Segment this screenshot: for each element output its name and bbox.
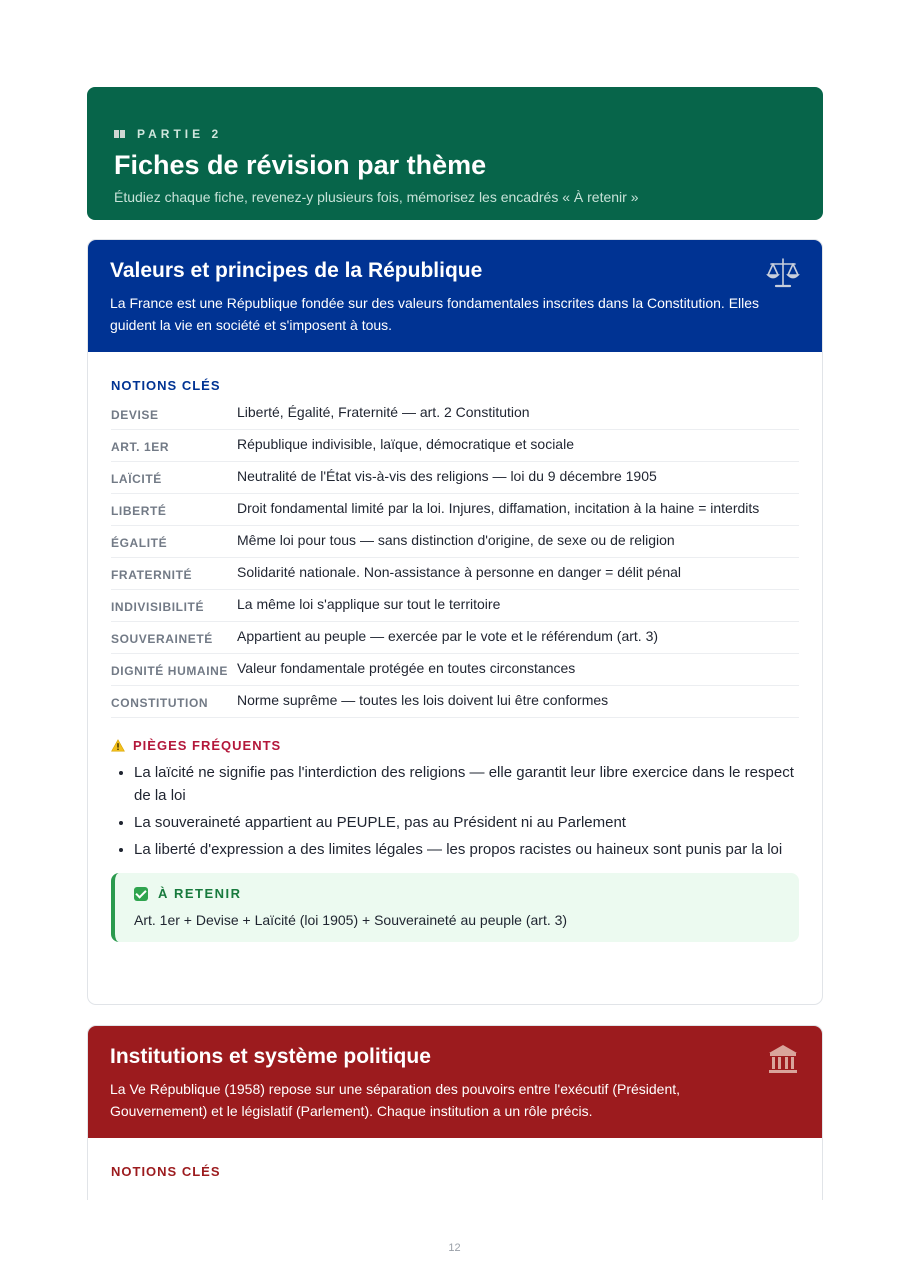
notions-label: NOTIONS CLÉS — [111, 1164, 221, 1179]
notion-definition: République indivisible, laïque, démocratique et sociale — [237, 435, 574, 452]
notion-term: DIGNITÉ HUMAINE — [111, 664, 228, 678]
part-banner — [87, 87, 823, 220]
notion-term: LAÏCITÉ — [111, 472, 162, 486]
notions-label: NOTIONS CLÉS — [111, 378, 221, 393]
notion-term: FRATERNITÉ — [111, 568, 193, 582]
notion-term: ART. 1ER — [111, 440, 170, 454]
part-kicker — [114, 127, 796, 141]
notion-row — [111, 558, 799, 590]
notion-definition: Solidarité nationale. Non-assistance à personne en danger = délit pénal — [237, 563, 682, 580]
notion-row — [111, 430, 799, 462]
part-kicker-label: PARTIE 2 — [137, 127, 223, 141]
notion-row — [111, 526, 799, 558]
institution-building-icon — [766, 1042, 800, 1076]
fiche-body — [88, 1164, 822, 1179]
pitfalls-list — [111, 761, 799, 861]
fiche-card-valeurs — [87, 239, 823, 1005]
pitfalls-label: PIÈGES FRÉQUENTS — [133, 738, 282, 753]
pitfall-item: • La laïcité ne signifie pas l'interdiction des religions — elle garantit leur libre exercice dans le respect de la loi — [134, 761, 799, 807]
notion-definition: Valeur fondamentale protégée en toutes circonstances — [237, 659, 576, 676]
notion-definition: Même loi pour tous — sans distinction d'origine, de sexe ou de religion — [237, 531, 675, 548]
warning-icon — [111, 739, 125, 752]
notion-row — [111, 622, 799, 654]
fiche-body — [88, 378, 822, 942]
notion-term: DEVISE — [111, 408, 159, 422]
fiche-title: Institutions et système politique — [110, 1045, 431, 1068]
notion-term: CONSTITUTION — [111, 696, 209, 710]
notion-definition: La même loi s'applique sur tout le territoire — [237, 595, 501, 612]
fiche-description: La France est une République fondée sur des valeurs fondamentales inscrites dans la Constitution. Elles guident la vie en société et s'imposent à tous. — [110, 295, 760, 333]
notion-row — [111, 398, 799, 430]
notion-term: SOUVERAINETÉ — [111, 632, 213, 646]
retain-label: À RETENIR — [158, 886, 242, 901]
fiche-title: Valeurs et principes de la République — [110, 259, 483, 282]
notion-row — [111, 686, 799, 718]
fiche-card-institutions — [87, 1025, 823, 1200]
notion-definition: Neutralité de l'État vis-à-vis des religions — loi du 9 décembre 1905 — [237, 467, 657, 484]
notion-definition: Liberté, Égalité, Fraternité — art. 2 Constitution — [237, 403, 530, 420]
retain-text: Art. 1er + Devise + Laïcité (loi 1905) + Souveraineté au peuple (art. 3) — [134, 912, 568, 928]
notion-term: ÉGALITÉ — [111, 536, 168, 550]
notion-definition: Appartient au peuple — exercée par le vote et le référendum (art. 3) — [237, 627, 659, 644]
part-title: Fiches de révision par thème — [114, 150, 487, 180]
pitfall-item: • La souveraineté appartient au PEUPLE, pas au Président ni au Parlement — [134, 811, 799, 834]
check-icon — [134, 887, 148, 901]
fiche-description: La Ve République (1958) repose sur une séparation des pouvoirs entre l'exécutif (Président, Gouvernement) et le législatif (Parlement). Chaque institution a un rôle précis. — [110, 1081, 681, 1119]
retain-box — [111, 873, 799, 942]
notion-row — [111, 654, 799, 686]
notion-definition: Norme suprême — toutes les lois doivent lui être conformes — [237, 691, 609, 708]
notion-definition: Droit fondamental limité par la loi. Injures, diffamation, incitation à la haine = interdits — [237, 499, 760, 516]
notion-row — [111, 462, 799, 494]
notions-table — [111, 398, 799, 718]
notion-row — [111, 590, 799, 622]
notion-row — [111, 494, 799, 526]
book-icon — [114, 130, 125, 138]
pitfall-item: • La liberté d'expression a des limites légales — les propos racistes ou haineux sont punis par la loi — [134, 838, 799, 861]
pitfalls-heading — [111, 738, 799, 753]
retain-heading — [134, 886, 780, 901]
fiche-header — [88, 240, 822, 352]
notion-term: LIBERTÉ — [111, 504, 167, 518]
part-subtitle: Étudiez chaque fiche, revenez-y plusieurs fois, mémorisez les encadrés « À retenir » — [114, 189, 639, 205]
page-number: 12 — [448, 1242, 461, 1254]
notion-term: INDIVISIBILITÉ — [111, 600, 205, 614]
scales-icon — [766, 256, 800, 290]
fiche-header — [88, 1026, 822, 1138]
